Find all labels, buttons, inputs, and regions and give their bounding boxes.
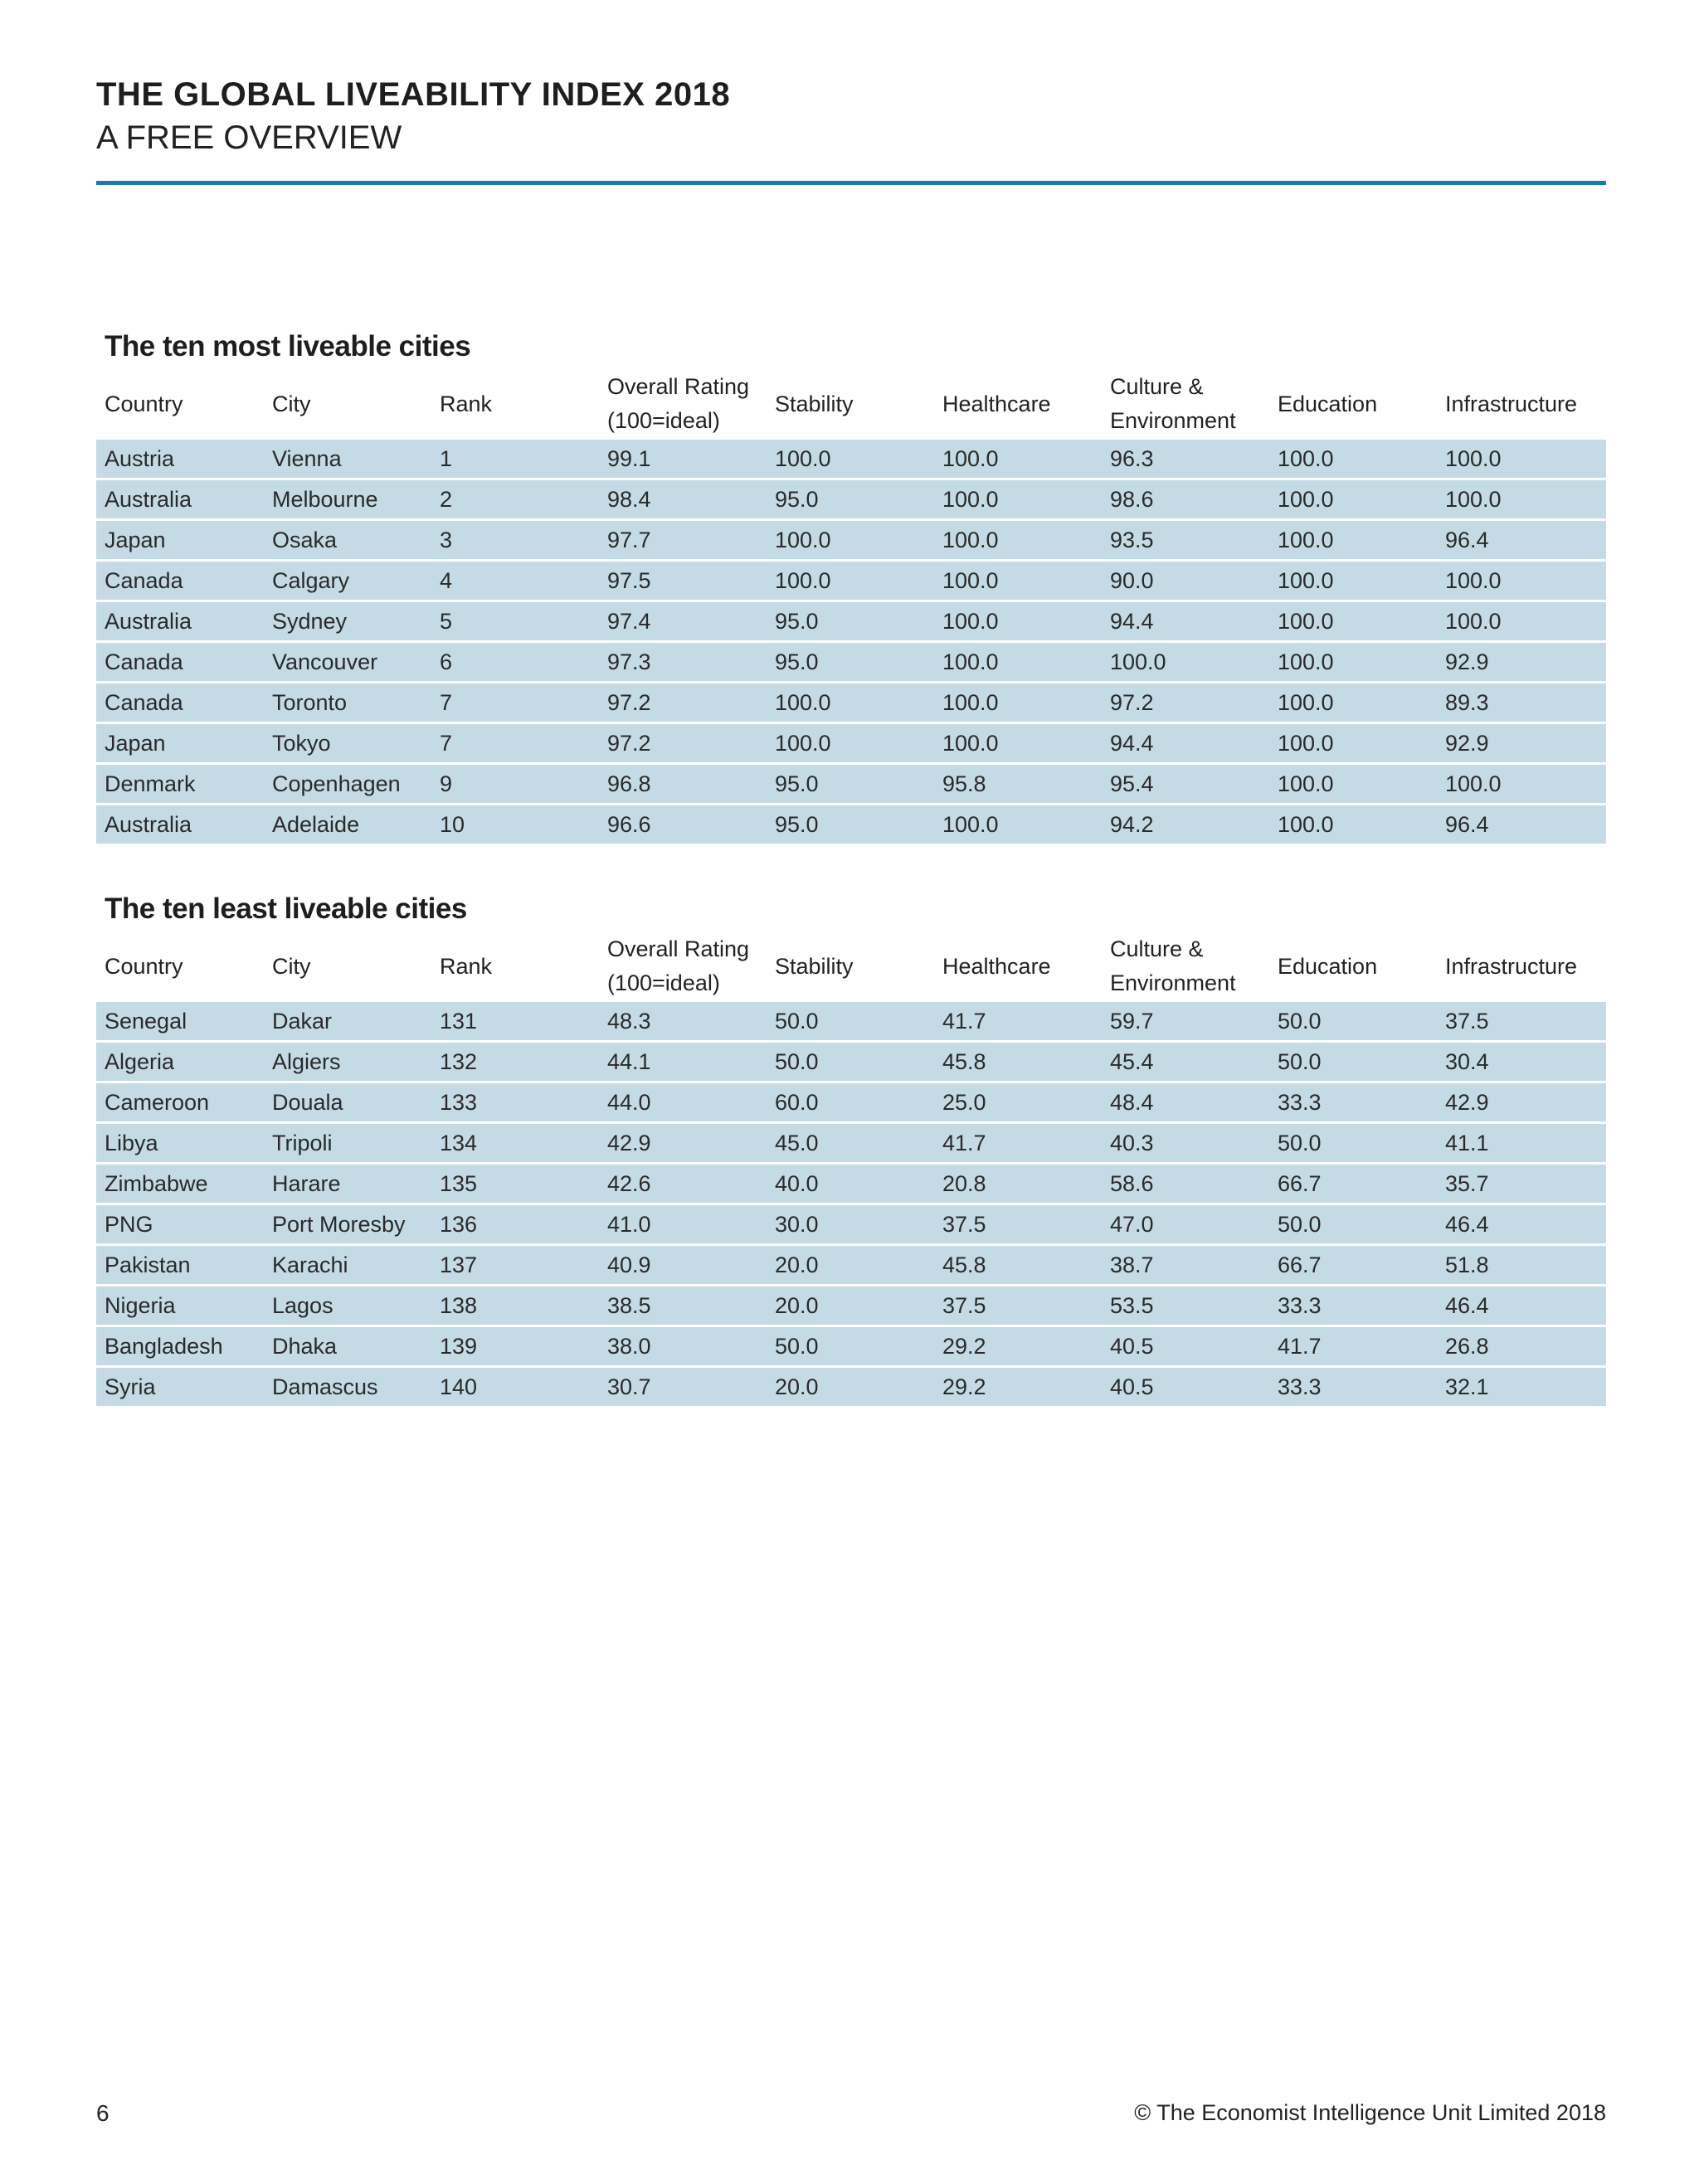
cell-country: Nigeria xyxy=(105,1292,176,1318)
cell-infrastructure: 41.1 xyxy=(1445,1130,1489,1155)
cell-country: Austria xyxy=(105,445,175,471)
column-header-city: City xyxy=(272,391,311,416)
cell-culture-environment: 90.0 xyxy=(1110,567,1154,593)
cell-infrastructure: 46.4 xyxy=(1445,1292,1489,1318)
column-header-infrastructure: Infrastructure xyxy=(1445,953,1578,979)
cell-culture-environment: 94.4 xyxy=(1110,608,1154,634)
cell-culture-environment: 95.4 xyxy=(1110,771,1154,796)
cell-education: 100.0 xyxy=(1278,486,1334,512)
cell-stability: 50.0 xyxy=(775,1048,819,1074)
cell-stability: 100.0 xyxy=(775,730,831,756)
cell-stability: 30.0 xyxy=(775,1211,819,1237)
cell-city: Toronto xyxy=(272,689,348,715)
table-body xyxy=(96,440,1606,844)
column-header-education: Education xyxy=(1278,953,1378,979)
cell-education: 50.0 xyxy=(1278,1211,1322,1237)
column-header-healthcare: Healthcare xyxy=(942,391,1051,416)
cell-healthcare: 37.5 xyxy=(942,1211,986,1237)
cell-education: 50.0 xyxy=(1278,1048,1322,1074)
cell-healthcare: 95.8 xyxy=(942,771,986,796)
cell-city: Copenhagen xyxy=(272,771,401,796)
cell-rank: 139 xyxy=(440,1333,478,1359)
table-row xyxy=(96,1287,1606,1325)
cell-country: PNG xyxy=(105,1211,153,1237)
cell-education: 100.0 xyxy=(1278,567,1334,593)
cell-country: Senegal xyxy=(105,1008,187,1034)
table-header xyxy=(96,931,1606,1002)
table-row xyxy=(96,602,1606,640)
cell-education: 41.7 xyxy=(1278,1333,1322,1359)
cell-city: Sydney xyxy=(272,608,348,634)
cell-rank: 3 xyxy=(440,527,453,552)
cell-healthcare: 100.0 xyxy=(942,486,999,512)
cell-culture-environment: 40.3 xyxy=(1110,1130,1154,1155)
cell-healthcare: 45.8 xyxy=(942,1048,986,1074)
cell-education: 100.0 xyxy=(1278,811,1334,837)
cell-overall-rating: 38.0 xyxy=(607,1333,651,1359)
cell-stability: 20.0 xyxy=(775,1292,819,1318)
cell-rank: 7 xyxy=(440,689,453,715)
cell-stability: 50.0 xyxy=(775,1333,819,1359)
cell-healthcare: 100.0 xyxy=(942,730,999,756)
cell-rank: 7 xyxy=(440,730,453,756)
page-number: 6 xyxy=(96,2100,110,2126)
cell-education: 66.7 xyxy=(1278,1170,1322,1196)
cell-city: Vienna xyxy=(272,445,342,471)
cell-culture-environment: 94.2 xyxy=(1110,811,1154,837)
table-row xyxy=(96,683,1606,722)
cell-city: Vancouver xyxy=(272,649,378,674)
cell-rank: 133 xyxy=(440,1089,478,1115)
cell-education: 100.0 xyxy=(1278,771,1334,796)
cell-stability: 45.0 xyxy=(775,1130,819,1155)
cell-country: Australia xyxy=(105,811,192,837)
cell-infrastructure: 100.0 xyxy=(1445,567,1502,593)
table-row xyxy=(96,1205,1606,1243)
column-header-rank: Rank xyxy=(440,391,493,416)
cell-education: 100.0 xyxy=(1278,730,1334,756)
table-row xyxy=(96,480,1606,518)
cell-infrastructure: 100.0 xyxy=(1445,771,1502,796)
table-row xyxy=(96,1043,1606,1081)
cell-culture-environment: 40.5 xyxy=(1110,1374,1154,1399)
cell-education: 100.0 xyxy=(1278,689,1334,715)
cell-healthcare: 100.0 xyxy=(942,567,999,593)
cell-healthcare: 100.0 xyxy=(942,649,999,674)
cell-overall-rating: 96.8 xyxy=(607,771,651,796)
cell-education: 100.0 xyxy=(1278,445,1334,471)
cell-culture-environment: 48.4 xyxy=(1110,1089,1154,1115)
cell-overall-rating: 38.5 xyxy=(607,1292,651,1318)
section-title: The ten least liveable cities xyxy=(105,893,467,925)
cell-healthcare: 29.2 xyxy=(942,1333,986,1359)
cell-infrastructure: 26.8 xyxy=(1445,1333,1489,1359)
cell-education: 100.0 xyxy=(1278,527,1334,552)
cell-infrastructure: 35.7 xyxy=(1445,1170,1489,1196)
cell-country: Syria xyxy=(105,1374,156,1399)
cell-culture-environment: 93.5 xyxy=(1110,527,1154,552)
cell-city: Harare xyxy=(272,1170,341,1196)
cell-city: Melbourne xyxy=(272,486,378,512)
cell-healthcare: 100.0 xyxy=(942,811,999,837)
column-header-country: Country xyxy=(105,391,183,416)
cell-city: Karachi xyxy=(272,1252,348,1277)
cell-stability: 40.0 xyxy=(775,1170,819,1196)
cell-city: Algiers xyxy=(272,1048,341,1074)
cell-healthcare: 37.5 xyxy=(942,1292,986,1318)
cell-overall-rating: 44.0 xyxy=(607,1089,651,1115)
copyright-notice: © The Economist Intelligence Unit Limited 2018 xyxy=(1134,2100,1606,2125)
column-header-city: City xyxy=(272,953,311,979)
cell-country: Japan xyxy=(105,527,166,552)
cell-culture-environment: 100.0 xyxy=(1110,649,1166,674)
column-header-infrastructure: Infrastructure xyxy=(1445,391,1578,416)
cell-rank: 134 xyxy=(440,1130,478,1155)
cell-country: Cameroon xyxy=(105,1089,210,1115)
table-row xyxy=(96,1083,1606,1121)
cell-city: Adelaide xyxy=(272,811,360,837)
column-header-overall-rating: Overall Rating (100=ideal) xyxy=(607,374,750,433)
cell-rank: 10 xyxy=(440,811,465,837)
table-row xyxy=(96,805,1606,844)
table-row xyxy=(96,724,1606,762)
table-row xyxy=(96,562,1606,600)
cell-healthcare: 100.0 xyxy=(942,689,999,715)
cell-overall-rating: 98.4 xyxy=(607,486,651,512)
cell-education: 50.0 xyxy=(1278,1130,1322,1155)
cell-city: Damascus xyxy=(272,1374,378,1399)
cell-rank: 1 xyxy=(440,445,453,471)
cell-rank: 138 xyxy=(440,1292,478,1318)
cell-education: 33.3 xyxy=(1278,1374,1322,1399)
cell-overall-rating: 42.9 xyxy=(607,1130,651,1155)
cell-culture-environment: 98.6 xyxy=(1110,486,1154,512)
cell-infrastructure: 89.3 xyxy=(1445,689,1489,715)
column-header-education: Education xyxy=(1278,391,1378,416)
cell-rank: 6 xyxy=(440,649,453,674)
cell-infrastructure: 51.8 xyxy=(1445,1252,1489,1277)
cell-culture-environment: 59.7 xyxy=(1110,1008,1154,1034)
cell-city: Osaka xyxy=(272,527,338,552)
cell-infrastructure: 96.4 xyxy=(1445,527,1489,552)
cell-culture-environment: 47.0 xyxy=(1110,1211,1154,1237)
cell-city: Port Moresby xyxy=(272,1211,406,1237)
cell-healthcare: 20.8 xyxy=(942,1170,986,1196)
cell-overall-rating: 97.2 xyxy=(607,689,651,715)
cell-city: Tripoli xyxy=(272,1130,333,1155)
cell-culture-environment: 40.5 xyxy=(1110,1333,1154,1359)
cell-rank: 135 xyxy=(440,1170,478,1196)
cell-overall-rating: 30.7 xyxy=(607,1374,651,1399)
cell-culture-environment: 94.4 xyxy=(1110,730,1154,756)
cell-country: Canada xyxy=(105,567,183,593)
cell-infrastructure: 46.4 xyxy=(1445,1211,1489,1237)
cell-stability: 50.0 xyxy=(775,1008,819,1034)
least-liveable-section xyxy=(96,888,1606,1408)
cell-country: Denmark xyxy=(105,771,196,796)
cell-country: Libya xyxy=(105,1130,158,1155)
cell-rank: 136 xyxy=(440,1211,478,1237)
table-header xyxy=(96,368,1606,440)
cell-education: 50.0 xyxy=(1278,1008,1322,1034)
cell-country: Australia xyxy=(105,608,192,634)
cell-city: Calgary xyxy=(272,567,350,593)
cell-stability: 95.0 xyxy=(775,486,819,512)
cell-city: Dhaka xyxy=(272,1333,338,1359)
column-header-rank: Rank xyxy=(440,953,493,979)
cell-healthcare: 41.7 xyxy=(942,1130,986,1155)
cell-infrastructure: 37.5 xyxy=(1445,1008,1489,1034)
table-row xyxy=(96,1002,1606,1040)
cell-country: Pakistan xyxy=(105,1252,191,1277)
cell-healthcare: 100.0 xyxy=(942,608,999,634)
cell-culture-environment: 38.7 xyxy=(1110,1252,1154,1277)
table-row xyxy=(96,1246,1606,1284)
cell-rank: 132 xyxy=(440,1048,478,1074)
cell-culture-environment: 58.6 xyxy=(1110,1170,1154,1196)
cell-rank: 9 xyxy=(440,771,453,796)
cell-overall-rating: 40.9 xyxy=(607,1252,651,1277)
cell-stability: 100.0 xyxy=(775,527,831,552)
cell-stability: 100.0 xyxy=(775,567,831,593)
table-row xyxy=(96,1124,1606,1162)
page-title: THE GLOBAL LIVEABILITY INDEX 2018 xyxy=(96,76,731,113)
cell-education: 66.7 xyxy=(1278,1252,1322,1277)
cell-education: 100.0 xyxy=(1278,608,1334,634)
cell-healthcare: 45.8 xyxy=(942,1252,986,1277)
table-body xyxy=(96,1002,1606,1406)
cell-infrastructure: 92.9 xyxy=(1445,649,1489,674)
cell-culture-environment: 97.2 xyxy=(1110,689,1154,715)
cell-country: Algeria xyxy=(105,1048,175,1074)
column-header-healthcare: Healthcare xyxy=(942,953,1051,979)
cell-overall-rating: 97.7 xyxy=(607,527,651,552)
header-divider xyxy=(96,181,1606,185)
section-title: The ten most liveable cities xyxy=(105,330,471,362)
cell-overall-rating: 48.3 xyxy=(607,1008,651,1034)
cell-infrastructure: 100.0 xyxy=(1445,608,1502,634)
column-header-culture-environment: Culture & Environment xyxy=(1110,936,1236,995)
cell-stability: 95.0 xyxy=(775,811,819,837)
column-header-stability: Stability xyxy=(775,953,854,979)
cell-stability: 20.0 xyxy=(775,1374,819,1399)
table-row xyxy=(96,765,1606,803)
cell-rank: 140 xyxy=(440,1374,478,1399)
cell-overall-rating: 42.6 xyxy=(607,1170,651,1196)
cell-infrastructure: 100.0 xyxy=(1445,486,1502,512)
cell-rank: 137 xyxy=(440,1252,478,1277)
cell-overall-rating: 97.4 xyxy=(607,608,651,634)
cell-stability: 100.0 xyxy=(775,445,831,471)
column-header-stability: Stability xyxy=(775,391,854,416)
column-header-country: Country xyxy=(105,953,183,979)
cell-education: 33.3 xyxy=(1278,1292,1322,1318)
cell-culture-environment: 53.5 xyxy=(1110,1292,1154,1318)
column-header-culture-environment: Culture & Environment xyxy=(1110,374,1236,433)
cell-overall-rating: 97.5 xyxy=(607,567,651,593)
cell-overall-rating: 41.0 xyxy=(607,1211,651,1237)
cell-stability: 95.0 xyxy=(775,771,819,796)
page-header xyxy=(96,73,1606,159)
cell-overall-rating: 97.3 xyxy=(607,649,651,674)
cell-infrastructure: 30.4 xyxy=(1445,1048,1489,1074)
cell-infrastructure: 100.0 xyxy=(1445,445,1502,471)
cell-stability: 100.0 xyxy=(775,689,831,715)
table-row xyxy=(96,1165,1606,1203)
cell-country: Japan xyxy=(105,730,166,756)
cell-infrastructure: 32.1 xyxy=(1445,1374,1489,1399)
cell-infrastructure: 92.9 xyxy=(1445,730,1489,756)
cell-country: Bangladesh xyxy=(105,1333,223,1359)
page-subtitle: A FREE OVERVIEW xyxy=(96,119,402,156)
cell-education: 33.3 xyxy=(1278,1089,1322,1115)
cell-overall-rating: 96.6 xyxy=(607,811,651,837)
cell-stability: 60.0 xyxy=(775,1089,819,1115)
cell-healthcare: 29.2 xyxy=(942,1374,986,1399)
cell-culture-environment: 96.3 xyxy=(1110,445,1154,471)
cell-healthcare: 100.0 xyxy=(942,445,999,471)
cell-rank: 4 xyxy=(440,567,453,593)
cell-country: Australia xyxy=(105,486,192,512)
cell-country: Zimbabwe xyxy=(105,1170,208,1196)
column-header-overall-rating: Overall Rating (100=ideal) xyxy=(607,936,750,995)
cell-infrastructure: 96.4 xyxy=(1445,811,1489,837)
cell-city: Lagos xyxy=(272,1292,333,1318)
most-liveable-section xyxy=(96,325,1606,846)
cell-healthcare: 41.7 xyxy=(942,1008,986,1034)
cell-city: Douala xyxy=(272,1089,343,1115)
cell-healthcare: 100.0 xyxy=(942,527,999,552)
cell-stability: 95.0 xyxy=(775,608,819,634)
cell-healthcare: 25.0 xyxy=(942,1089,986,1115)
cell-overall-rating: 99.1 xyxy=(607,445,651,471)
cell-overall-rating: 97.2 xyxy=(607,730,651,756)
cell-city: Tokyo xyxy=(272,730,331,756)
table-row xyxy=(96,521,1606,559)
cell-country: Canada xyxy=(105,689,183,715)
cell-country: Canada xyxy=(105,649,183,674)
cell-rank: 131 xyxy=(440,1008,478,1034)
table-row xyxy=(96,1368,1606,1406)
table-row xyxy=(96,643,1606,681)
cell-overall-rating: 44.1 xyxy=(607,1048,651,1074)
cell-culture-environment: 45.4 xyxy=(1110,1048,1154,1074)
cell-infrastructure: 42.9 xyxy=(1445,1089,1489,1115)
cell-stability: 95.0 xyxy=(775,649,819,674)
table-row xyxy=(96,1327,1606,1365)
cell-rank: 5 xyxy=(440,608,453,634)
cell-rank: 2 xyxy=(440,486,453,512)
table-row xyxy=(96,440,1606,478)
cell-education: 100.0 xyxy=(1278,649,1334,674)
cell-stability: 20.0 xyxy=(775,1252,819,1277)
cell-city: Dakar xyxy=(272,1008,333,1034)
